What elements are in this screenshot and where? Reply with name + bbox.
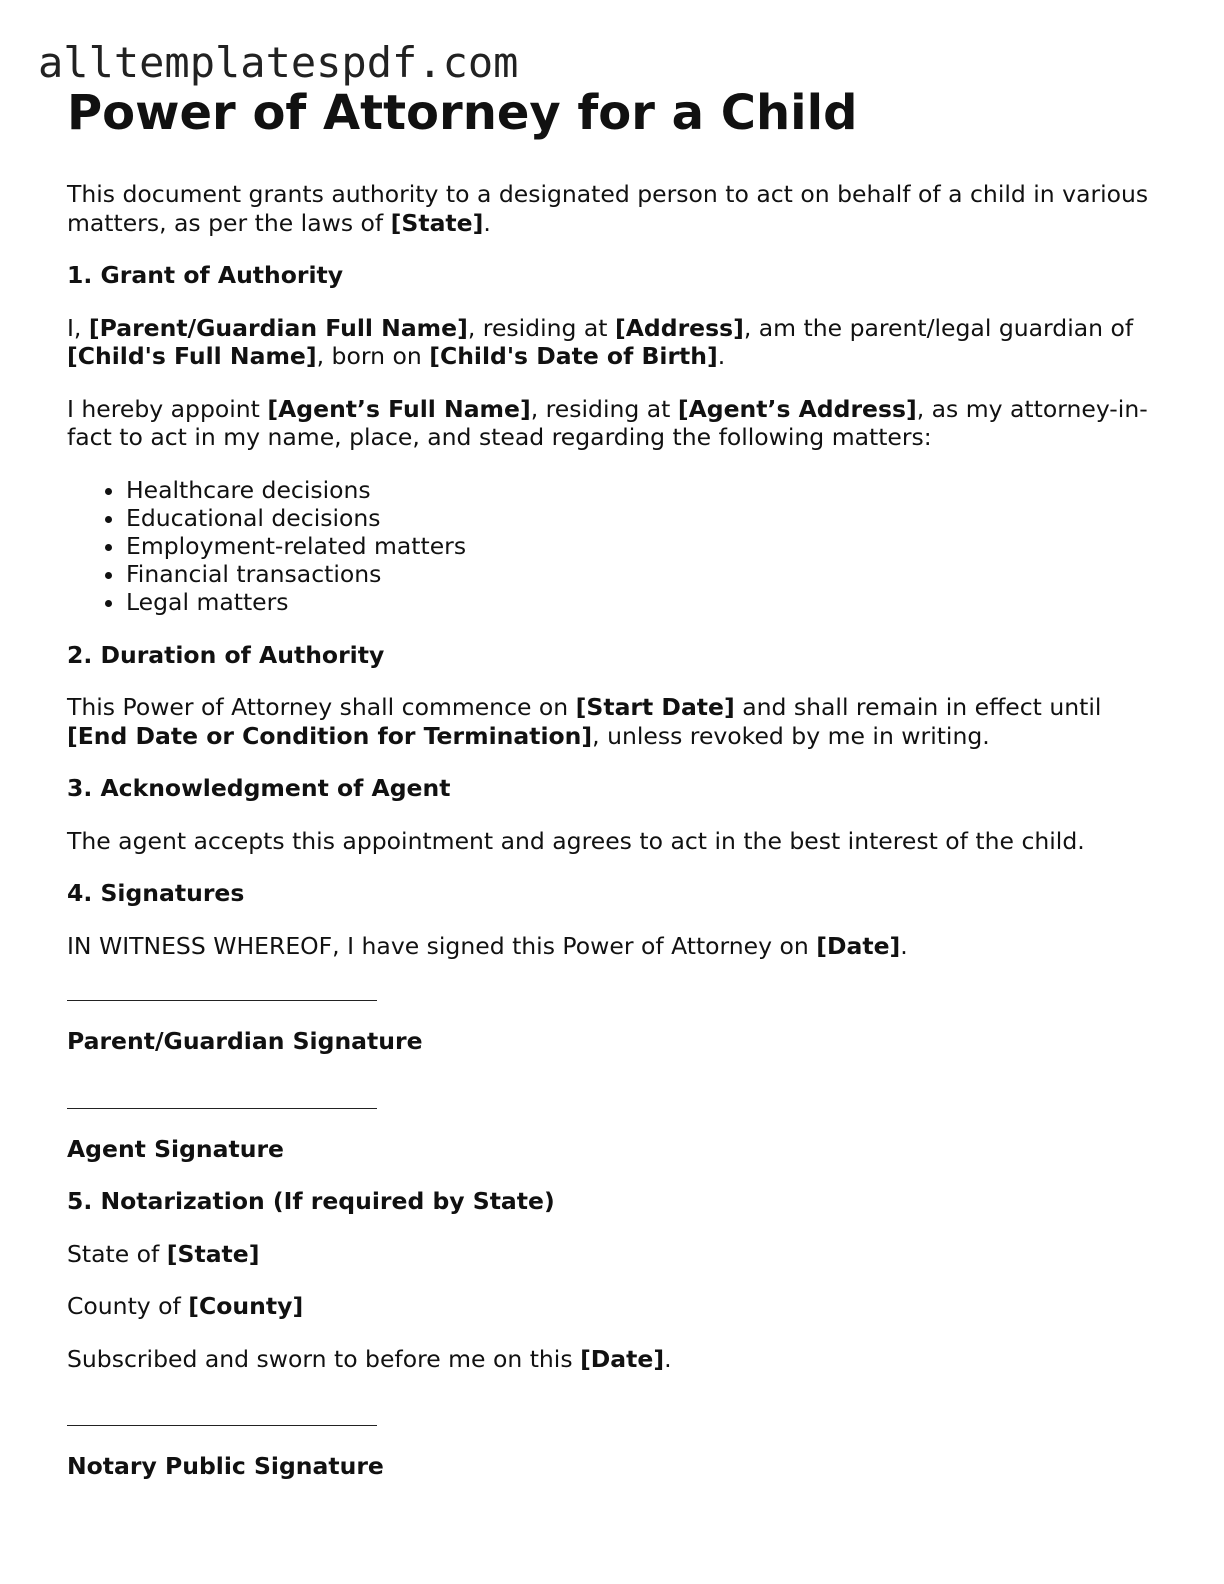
notary-sworn-line [67, 1345, 1157, 1374]
intro-text: This document grants authority to a designated person to act on behalf of a child in various matters, as per the laws of [67, 180, 1149, 237]
acknowledgment-paragraph: The agent accepts this appointment and agrees to act in the best interest of the child. [67, 826, 1085, 855]
section-3-heading: 3. Acknowledgment of Agent [67, 774, 451, 803]
grant-paragraph-1 [67, 314, 1157, 371]
text: , as my attorney-in-fact to act in my name, place, and stead regarding the following matters: [67, 394, 1148, 451]
intro-period: . [483, 208, 491, 237]
text: and shall remain in effect until [734, 693, 1102, 722]
agent-signature-line[interactable] [67, 1108, 377, 1109]
child-dob-placeholder: [Child's Date of Birth] [429, 342, 718, 370]
text: , unless revoked by me in writing. [592, 721, 990, 750]
start-date-placeholder: [Start Date] [575, 693, 735, 722]
end-date-placeholder: [End Date or Condition for Termination] [67, 721, 593, 750]
address-placeholder: [Address] [615, 313, 744, 342]
section-4-heading: 4. Signatures [67, 879, 245, 908]
text: , residing at [467, 313, 615, 342]
intro-state-placeholder: [State] [390, 208, 484, 237]
list-item: • Financial transactions [126, 560, 1157, 588]
duration-paragraph [67, 693, 1157, 750]
text: Subscribed and sworn to before me on this [67, 1344, 581, 1373]
list-item: • Healthcare decisions [126, 476, 1157, 504]
child-name-placeholder: [Child's Full Name] [67, 342, 317, 370]
witness-paragraph [67, 932, 1157, 961]
agent-address-placeholder: [Agent’s Address] [677, 394, 917, 423]
list-item: • Legal matters [126, 588, 1157, 616]
notary-county-placeholder: [County] [188, 1292, 304, 1321]
matters-list [67, 476, 1157, 617]
agent-signature-label: Agent Signature [67, 1134, 284, 1163]
text: This Power of Attorney shall commence on [67, 693, 576, 722]
notary-state-placeholder: [State] [166, 1239, 260, 1268]
text: . [664, 1344, 672, 1373]
signing-date-placeholder: [Date] [816, 931, 901, 960]
notary-signature-label: Notary Public Signature [67, 1452, 384, 1481]
document-title: Power of Attorney for a Child [67, 85, 858, 141]
text: State of [67, 1239, 167, 1268]
site-watermark: alltemplatespdf.com [38, 38, 519, 87]
text: , born on [316, 342, 430, 370]
text: , am the parent/legal guardian of [743, 313, 1134, 342]
intro-paragraph [67, 180, 1157, 237]
parent-signature-label: Parent/Guardian Signature [67, 1027, 423, 1056]
parent-signature-line[interactable] [67, 1000, 377, 1001]
notary-date-placeholder: [Date] [580, 1344, 665, 1373]
text: IN WITNESS WHEREOF, I have signed this Power of Attorney on [67, 931, 817, 960]
text: . [900, 931, 908, 960]
document-page [67, 82, 1157, 1505]
agent-name-placeholder: [Agent’s Full Name] [267, 394, 531, 423]
list-item: • Educational decisions [126, 504, 1157, 532]
grant-paragraph-2 [67, 395, 1157, 452]
section-1-heading: 1. Grant of Authority [67, 261, 344, 289]
text: I, [67, 313, 89, 342]
parent-name-placeholder: [Parent/Guardian Full Name] [88, 313, 468, 342]
section-5-heading: 5. Notarization (If required by State) [67, 1187, 555, 1216]
text: . [717, 342, 726, 370]
text: , residing at [530, 394, 678, 423]
section-2-heading: 2. Duration of Authority [67, 640, 385, 669]
list-item: • Employment-related matters [126, 532, 1157, 560]
notary-state-line [67, 1240, 1157, 1269]
notary-signature-line[interactable] [67, 1425, 377, 1426]
text: County of [67, 1292, 189, 1321]
notary-county-line [67, 1292, 1157, 1321]
text: I hereby appoint [67, 394, 268, 423]
